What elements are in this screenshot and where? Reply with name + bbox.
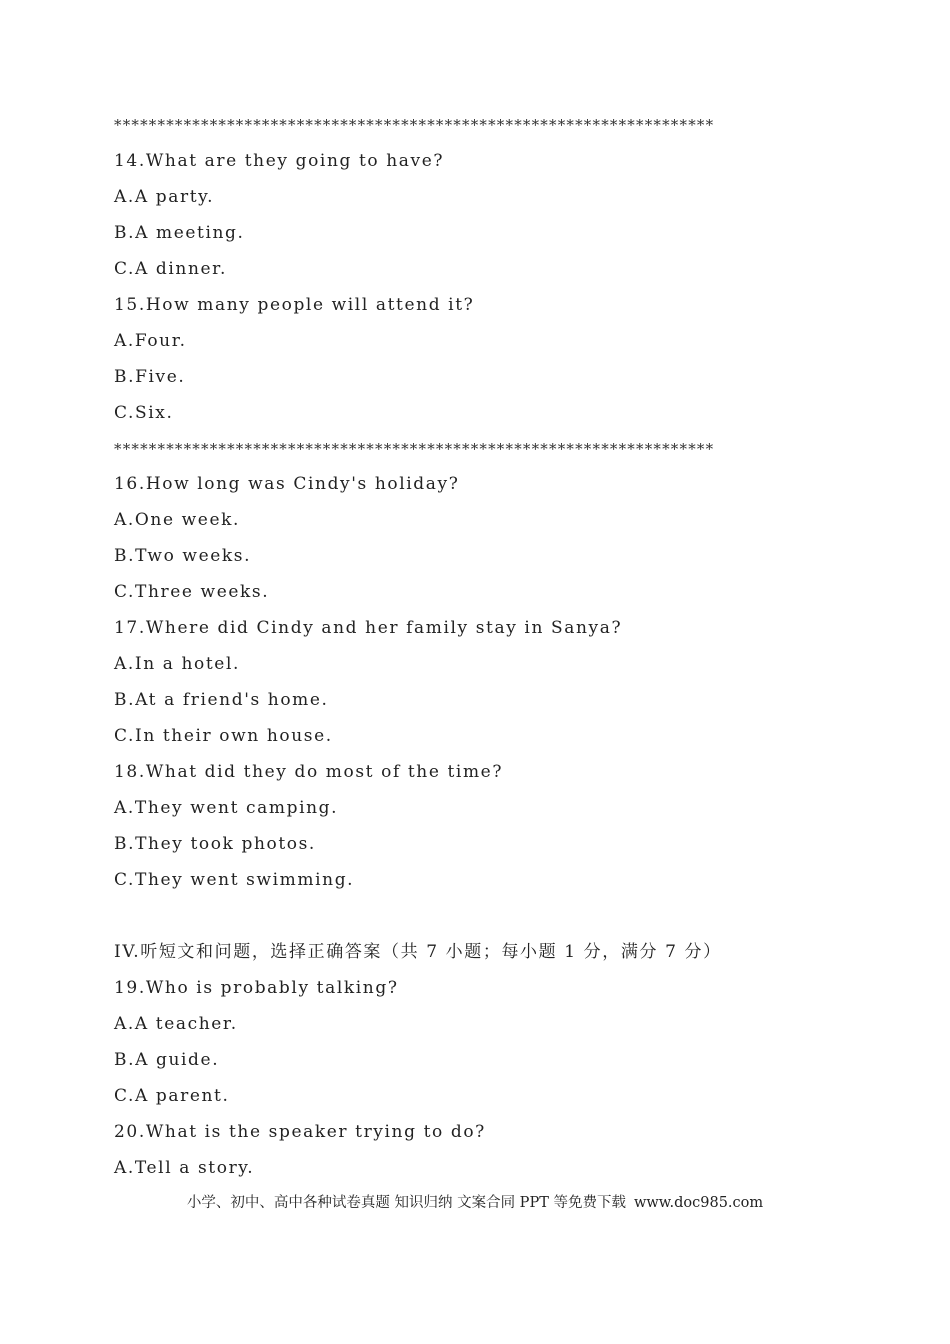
answer-option: B.At a friend's home. bbox=[114, 690, 329, 710]
answer-option: B.A meeting. bbox=[114, 223, 245, 243]
answer-option: B.They took photos. bbox=[114, 834, 316, 854]
question-text: 20.What is the speaker trying to do? bbox=[114, 1122, 486, 1142]
answer-option: A.Four. bbox=[114, 331, 187, 351]
section-heading: IV.听短文和问题，选择正确答案（共 7 小题；每小题 1 分，满分 7 分） bbox=[114, 942, 722, 962]
question-text: 17.Where did Cindy and her family stay in Sanya? bbox=[114, 618, 623, 638]
footer-text: 小学、初中、高中各种试卷真题 知识归纳 文案合同 PPT 等免费下载 bbox=[186, 1195, 626, 1211]
answer-option: C.Three weeks. bbox=[114, 582, 270, 602]
question-text: 19.Who is probably talking? bbox=[114, 978, 399, 998]
answer-option: A.A party. bbox=[114, 187, 215, 207]
footer-url: www.doc985.com bbox=[633, 1195, 764, 1211]
answer-option: A.They went camping. bbox=[114, 798, 339, 818]
answer-option: C.A parent. bbox=[114, 1086, 230, 1106]
question-text: 15.How many people will attend it? bbox=[114, 295, 475, 315]
question-text: 16.How long was Cindy's holiday? bbox=[114, 474, 460, 494]
answer-option: A.A teacher. bbox=[114, 1014, 238, 1034]
answer-option: C.A dinner. bbox=[114, 259, 228, 279]
question-text: 14.What are they going to have? bbox=[114, 151, 445, 171]
answer-option: B.Five. bbox=[114, 367, 186, 387]
answer-option: A.One week. bbox=[114, 510, 241, 530]
section-divider: ********************************************************************* bbox=[114, 440, 715, 458]
answer-option: C.They went swimming. bbox=[114, 870, 355, 890]
answer-option: C.Six. bbox=[114, 403, 174, 423]
answer-option: A.Tell a story. bbox=[114, 1158, 255, 1178]
page-footer bbox=[0, 1191, 950, 1212]
answer-option: C.In their own house. bbox=[114, 726, 333, 746]
question-text: 18.What did they do most of the time? bbox=[114, 762, 504, 782]
answer-option: B.A guide. bbox=[114, 1050, 220, 1070]
answer-option: A.In a hotel. bbox=[114, 654, 241, 674]
section-divider: ********************************************************************* bbox=[114, 116, 715, 134]
answer-option: B.Two weeks. bbox=[114, 546, 252, 566]
